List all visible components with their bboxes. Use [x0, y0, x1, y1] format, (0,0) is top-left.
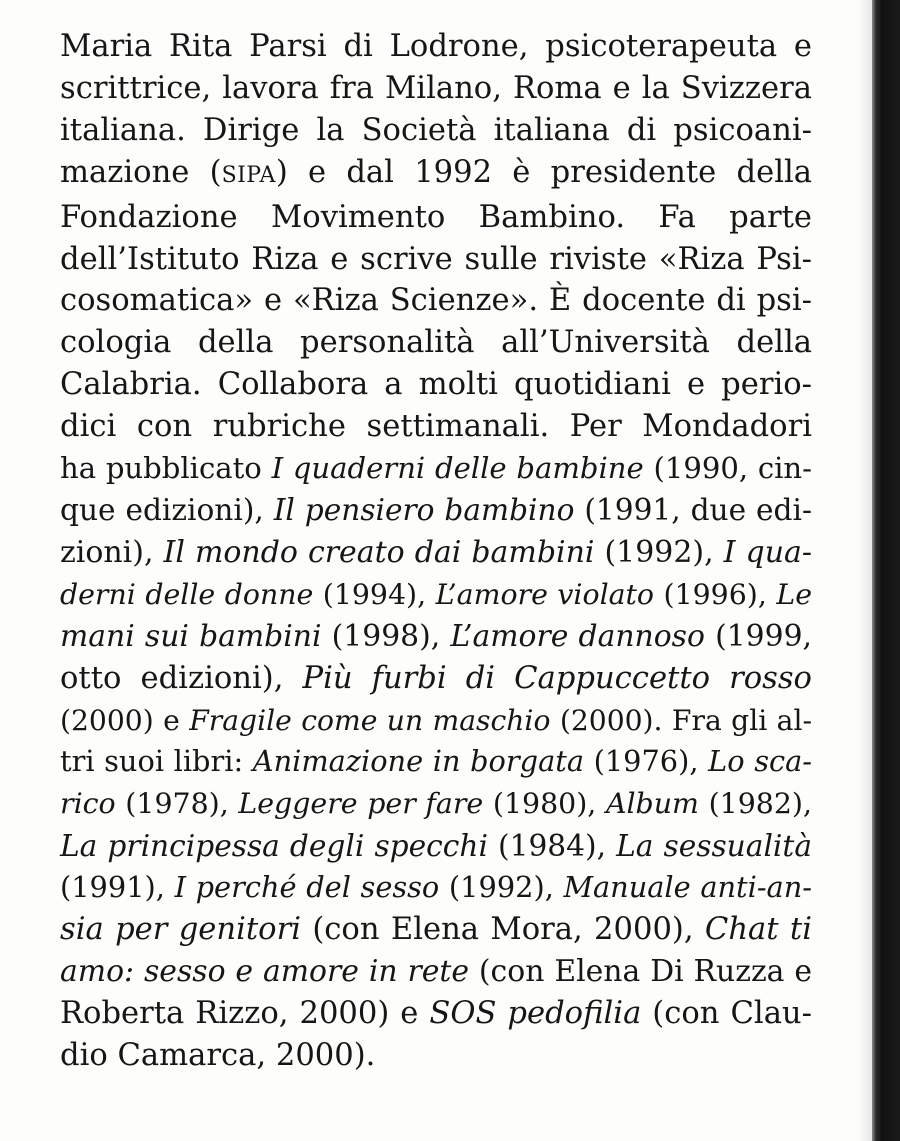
- text-line: [60, 280, 812, 322]
- body-text: scrittrice, lavora fra Milano, Roma e la Svizzera: [60, 70, 812, 106]
- book-title-text: I qua-: [723, 534, 812, 570]
- body-text: Maria Rita Parsi di Lodrone, psicoterapeuta e: [60, 29, 812, 64]
- body-text: Calabria. Collabora a molti quotidiani e perio-: [60, 367, 812, 403]
- body-text: (1976),: [584, 744, 709, 779]
- text-line: [60, 68, 812, 110]
- text-line: [60, 197, 812, 239]
- body-text: (1994),: [313, 577, 436, 611]
- body-text: que edizioni),: [60, 492, 274, 527]
- book-title-text: La sessualità: [616, 828, 812, 864]
- book-title-text: Il pensiero bambino: [273, 492, 575, 527]
- body-text: ) e dal 1992 è presidente della: [275, 154, 812, 190]
- text-line: [60, 700, 812, 742]
- body-text: (1998),: [321, 618, 451, 654]
- body-text: Roberta Rizzo, 2000) e: [60, 995, 430, 1031]
- book-title-text: Lo sca-: [708, 744, 813, 779]
- book-title-text: mani sui bambini: [60, 618, 322, 654]
- book-title-text: SOS pedofilia: [429, 995, 642, 1031]
- body-text: (con Elena Mora, 2000),: [301, 912, 705, 948]
- body-text: (1982),: [698, 787, 812, 821]
- body-text: italiana. Dirige la Società italiana di psicoani-: [60, 112, 812, 148]
- book-binding-edge: [872, 0, 900, 1141]
- text-line: [60, 574, 812, 616]
- text-line: [60, 825, 812, 867]
- body-text: otto edizioni),: [60, 660, 303, 696]
- book-title-text: La principessa degli specchi: [60, 828, 488, 864]
- book-title-text: sia per genitori: [60, 912, 302, 948]
- text-line: [60, 951, 812, 993]
- book-title-text: Chat ti: [704, 912, 812, 948]
- body-text: (2000). Fra gli al-: [550, 703, 812, 737]
- book-title-text: Animazione in borgata: [252, 744, 584, 779]
- acronym-text: SIPA: [221, 162, 276, 188]
- book-title-text: L’amore violato: [435, 577, 655, 611]
- text-line: [60, 364, 812, 406]
- text-line: [60, 993, 812, 1035]
- body-text: (1999,: [704, 618, 812, 654]
- body-text: (1990, cin-: [643, 451, 812, 486]
- text-line: [60, 783, 812, 825]
- body-text: (1996),: [654, 577, 777, 611]
- body-text: (2000) e: [60, 703, 190, 737]
- body-text: cologia della personalità all’Università della: [60, 325, 812, 361]
- book-title-text: Le: [776, 577, 812, 611]
- text-line: [60, 490, 812, 532]
- book-title-text: Leggere per fare: [238, 787, 484, 821]
- book-title-text: Manuale anti-an-: [563, 870, 812, 905]
- text-line: [60, 448, 812, 490]
- book-title-text: I perché del sesso: [174, 870, 440, 905]
- text-line: [60, 741, 812, 783]
- body-text: (1992),: [439, 870, 564, 905]
- body-text: (1978),: [115, 787, 239, 821]
- body-text: (con Clau-: [641, 995, 812, 1031]
- text-line: [60, 239, 812, 281]
- book-title-text: rico: [60, 787, 116, 821]
- body-text: (1984),: [487, 828, 617, 864]
- body-text: (1992),: [594, 534, 724, 570]
- book-title-text: Più furbi di Cappuccetto rosso: [302, 660, 812, 696]
- body-text: (con Elena Di Ruzza e: [469, 953, 812, 989]
- body-text: mazione (: [60, 154, 222, 190]
- body-text: dio Camarca, 2000).: [60, 1037, 376, 1073]
- text-line: [60, 26, 812, 68]
- text-line: [60, 867, 812, 909]
- book-title-text: Il mondo creato dai bambini: [163, 534, 595, 570]
- book-title-text: Album: [605, 787, 699, 821]
- text-line: [60, 909, 812, 951]
- book-title-text: Fragile come un maschio: [189, 703, 551, 737]
- book-title-text: amo: sesso e amore in rete: [60, 953, 470, 989]
- text-line: [60, 322, 812, 364]
- body-text: tri suoi libri:: [60, 744, 253, 779]
- text-line: [60, 616, 812, 658]
- book-title-text: I quaderni delle bambine: [271, 451, 644, 486]
- body-text: (1980),: [483, 787, 606, 821]
- text-line: [60, 658, 812, 700]
- body-text: zioni),: [60, 534, 164, 570]
- text-line: [60, 406, 812, 448]
- body-text: (1991),: [60, 870, 175, 905]
- body-text: Fondazione Movimento Bambino. Fa parte: [60, 199, 812, 235]
- author-biography: [60, 26, 812, 1077]
- text-line: [60, 152, 812, 197]
- book-title-text: derni delle donne: [60, 577, 314, 611]
- body-text: cosomatica» e «Riza Scienze». È docente di psi-: [60, 283, 812, 319]
- body-text: dell’Istituto Riza e scrive sulle riviste «Riza Psi-: [60, 241, 812, 277]
- book-title-text: L’amore dannoso: [450, 618, 705, 654]
- text-line: [60, 110, 812, 152]
- body-text: ha pubblicato: [60, 451, 272, 486]
- text-line: [60, 1035, 812, 1077]
- body-text: (1991, due edi-: [574, 492, 812, 527]
- body-text: dici con rubriche settimanali. Per Mondadori: [60, 409, 812, 445]
- text-line: [60, 532, 812, 574]
